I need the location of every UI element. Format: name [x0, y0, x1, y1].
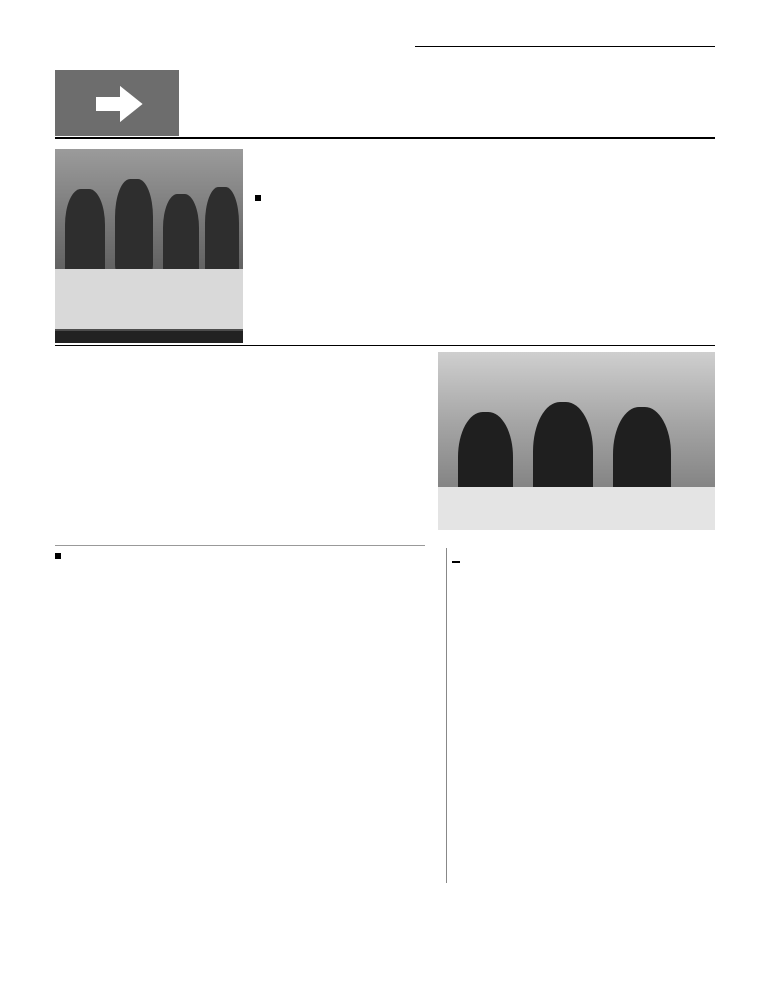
story1-photo	[55, 149, 243, 341]
photo-figure	[205, 187, 239, 277]
masthead-rule	[415, 46, 715, 47]
story2-col2b	[141, 848, 221, 980]
story1-col2	[365, 194, 469, 344]
story1-col1	[255, 194, 359, 344]
sidebar-rule	[446, 548, 447, 883]
story1-photo-caption	[55, 331, 243, 343]
photo-figure	[115, 179, 153, 274]
bullet-square-icon	[255, 195, 261, 201]
story1-col3	[474, 194, 580, 344]
mid-rule	[55, 345, 715, 346]
photo-desk	[438, 487, 715, 530]
section-rule	[55, 137, 715, 139]
story2-photo	[438, 352, 715, 530]
photo-table	[55, 269, 243, 329]
photo-figure	[163, 194, 199, 279]
section-arrow-box	[55, 70, 179, 136]
story2-col2a	[141, 552, 221, 742]
story2-rule	[55, 545, 425, 546]
sidebar-tag	[452, 561, 460, 563]
section-banner	[55, 58, 715, 130]
bullet-square-icon	[55, 553, 61, 559]
right-arrow-icon	[95, 84, 143, 124]
photo-figure	[65, 189, 105, 279]
story2-sidebar	[452, 550, 580, 880]
story1-col4	[586, 194, 715, 344]
story2-col1	[55, 552, 135, 982]
